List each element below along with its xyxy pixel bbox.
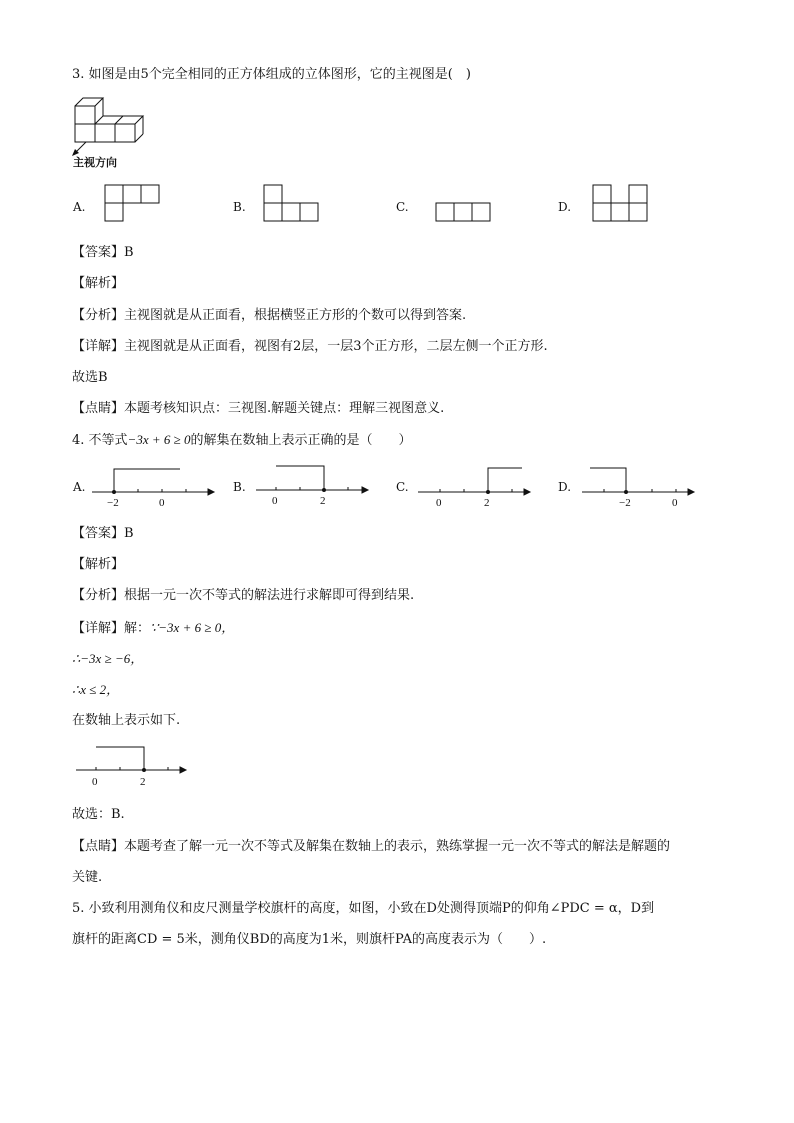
q4-b-tick-1: 0: [272, 495, 278, 507]
q3-stem: 3. 如图是由5个完全相同的正方体组成的立体图形，它的主视图是( ): [72, 67, 471, 82]
q3-option-a-figure: [104, 184, 164, 224]
q3-option-b-figure: [263, 184, 323, 224]
q4-step4: 在数轴上表示如下.: [72, 713, 181, 728]
q4-solution-numberline: [74, 742, 194, 790]
q4-stem-post: 的解集在数轴上表示正确的是（ ）: [190, 433, 412, 448]
q4-a-tick-2: 0: [159, 497, 165, 509]
q5-line-1: 5. 小致利用测角仪和皮尺测量学校旗杆的高度，如图，小致在D处测得顶端P的仰角∠PDC = α，D到: [72, 901, 655, 916]
q4-c-tick-2: 2: [484, 497, 490, 509]
q4-guxuan: 故选：B.: [72, 807, 125, 822]
q3-guxuan: 故选B: [72, 370, 108, 385]
q4-option-c-numberline: [416, 464, 546, 509]
q4-b-tick-2: 2: [320, 495, 326, 507]
q4-option-d-numberline: [580, 464, 710, 509]
q4-step1: ∵−3x + 6 ≥ 0，: [150, 620, 235, 635]
q4-d-tick-1: −2: [619, 497, 631, 509]
q4-option-a-numberline: [90, 466, 220, 509]
q4-option-b-label: B.: [233, 480, 246, 494]
q3-option-d-label: D.: [558, 200, 572, 214]
q4-sol-tick-1: 0: [92, 776, 98, 788]
q3-fenxi: 【分析】主视图就是从正面看，根据横竖正方形的个数可以得到答案.: [72, 308, 467, 323]
q4-answer: 【答案】B: [72, 526, 134, 541]
q4-sol-tick-2: 2: [140, 776, 146, 788]
q4-jiexi: 【解析】: [72, 557, 125, 572]
q4-step3: ∴x ≤ 2，: [72, 682, 120, 697]
q3-option-b-label: B.: [233, 200, 246, 214]
q3-xiangjie: 【详解】主视图就是从正面看，视图有2层，一层3个正方形，二层左侧一个正方形.: [72, 339, 548, 354]
q3-jiexi: 【解析】: [72, 276, 125, 291]
q3-option-c-figure: [435, 202, 495, 226]
q5-line-2: 旗杆的距离CD = 5米，测角仪BD的高度为1米，则旗杆PA的高度表示为（ ）.: [72, 932, 547, 947]
q4-xiangjie-pre: 【详解】解：: [72, 621, 151, 636]
q4-stem-expr: −3x + 6 ≥ 0: [127, 432, 191, 447]
q4-option-b-numberline: [254, 462, 384, 507]
q4-d-tick-2: 0: [672, 497, 678, 509]
view-direction-label: 主视方向: [73, 156, 117, 169]
cube-solid-figure: [73, 96, 153, 146]
q3-dianjing: 【点睛】本题考核知识点：三视图.解题关键点：理解三视图意义.: [72, 401, 445, 416]
q4-a-tick-1: −2: [107, 497, 119, 509]
q4-option-c-label: C.: [396, 480, 409, 494]
q4-option-d-label: D.: [558, 480, 572, 494]
q4-dianjing-1: 【点睛】本题考查了解一元一次不等式及解集在数轴上的表示，熟练掌握一元一次不等式的解法是解题的: [72, 839, 671, 854]
q4-step2: ∴−3x ≥ −6，: [72, 651, 144, 666]
q3-option-c-label: C.: [396, 200, 409, 214]
q4-fenxi: 【分析】根据一元一次不等式的解法进行求解即可得到结果.: [72, 588, 415, 603]
q4-dianjing-2: 关键.: [72, 870, 103, 885]
q3-answer: 【答案】B: [72, 245, 134, 260]
q4-stem-pre: 4. 不等式: [72, 433, 128, 448]
q4-option-a-label: A.: [73, 480, 86, 494]
q4-stem: [72, 431, 412, 450]
q3-option-a-label: A.: [73, 200, 86, 214]
q4-xiangjie: [72, 619, 234, 638]
q4-c-tick-1: 0: [436, 497, 442, 509]
q3-option-d-figure: [592, 184, 652, 224]
